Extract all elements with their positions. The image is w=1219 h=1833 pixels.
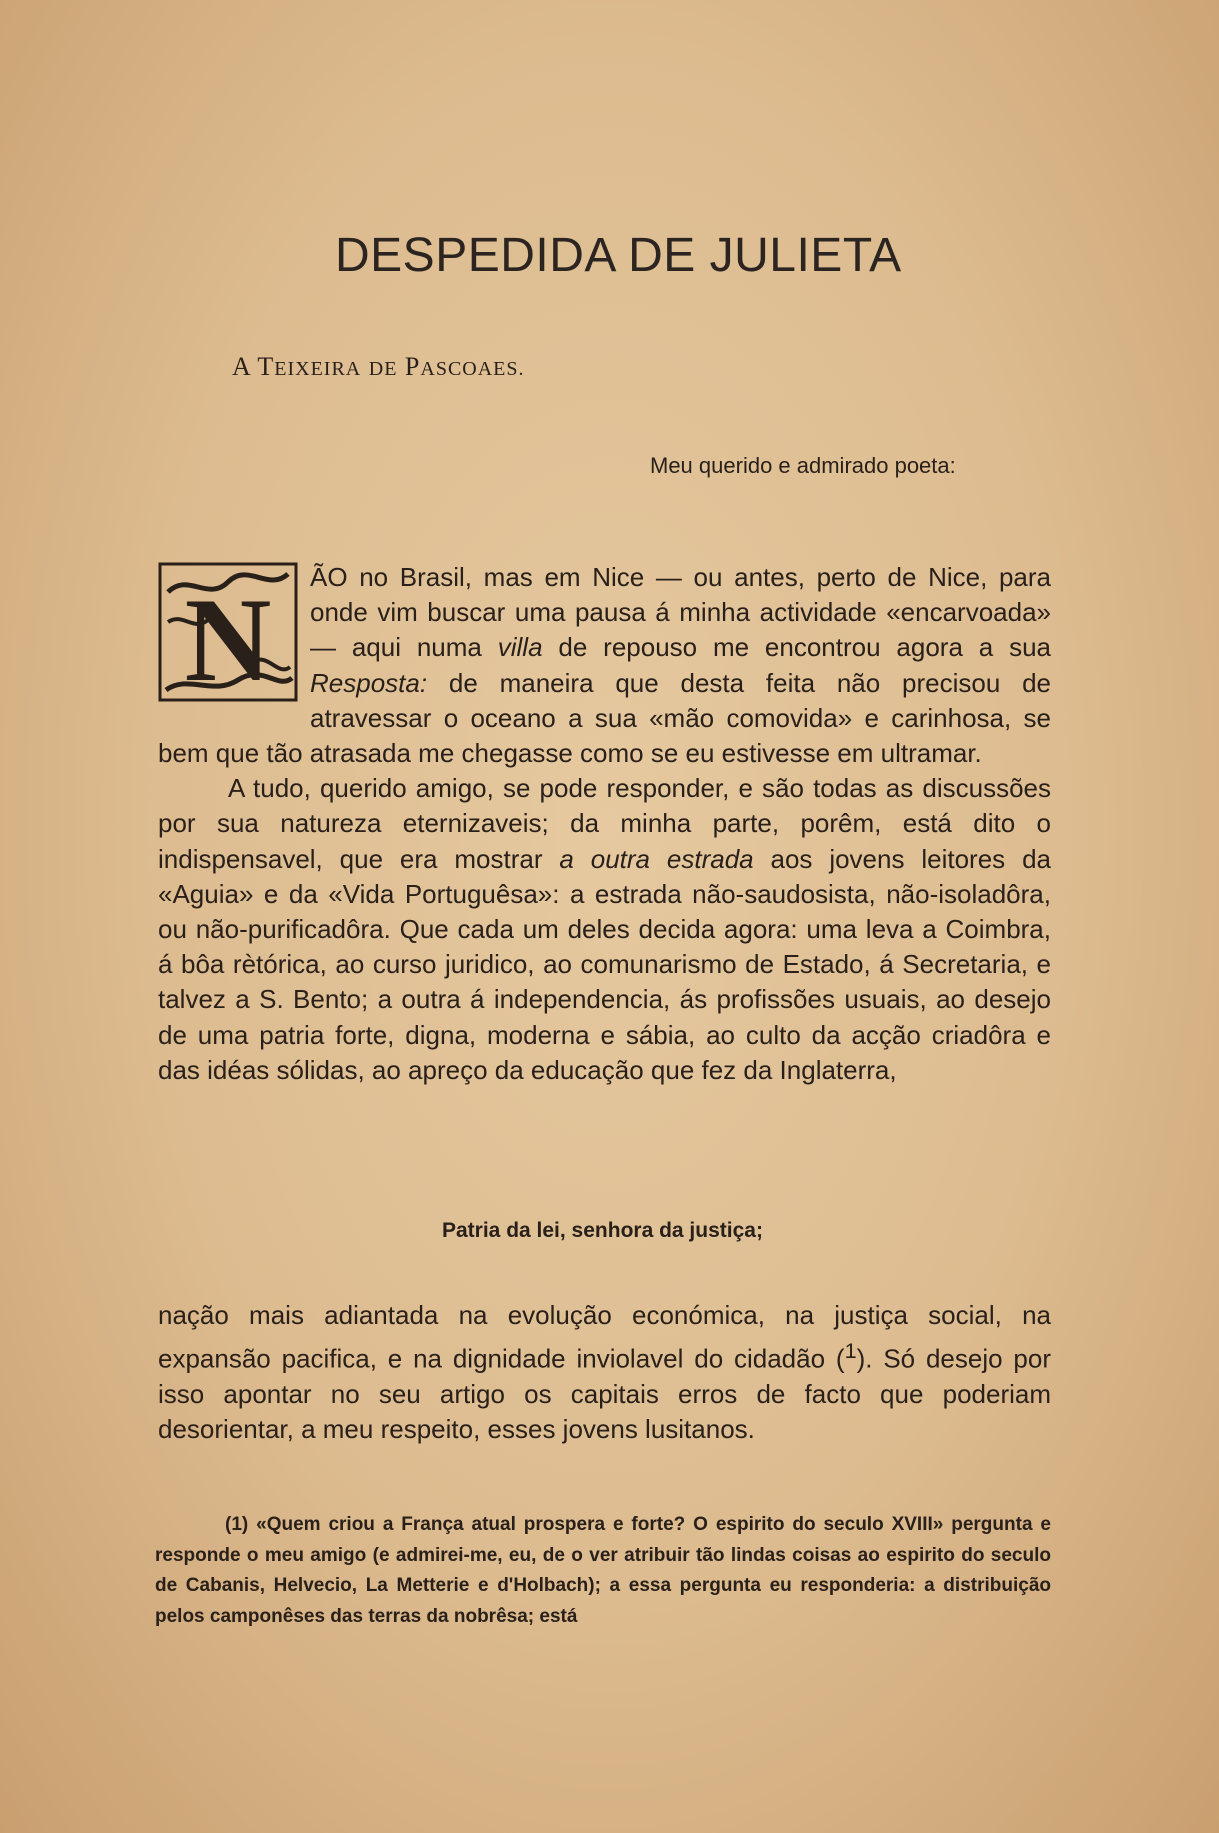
dedication (232, 352, 525, 382)
dedication-name-initial-1: T (257, 352, 275, 381)
salutation: Meu querido e admirado poeta: (650, 453, 956, 478)
footnote-marker: (1) (225, 1514, 249, 1535)
page-title: DESPEDIDA DE JULIETA (335, 229, 902, 282)
paragraph-1 (158, 560, 1051, 1088)
paragraph-1-part-e: de maneira que desta feita não precisou de atravessar o oceano a sua «mão comovida» e carinhosa, se bem que tão atrasada me chegasse como se eu estivesse em ultramar. (158, 667, 1051, 769)
verse-quote: Patria da lei, senhora da justiça; (442, 1219, 763, 1242)
paragraph-2-part-a: A tudo, querido amigo, se pode responder, e são todas as discussões por sua natureza eternizaveis; da minha parte, porêm, está dito o indispensavel, que era mostrar (158, 773, 1051, 874)
paragraph-3-part-a: nação mais adiantada na evolução económica, na justiça social, na expansão pacifica, e na dignidade inviolavel do cidadão ( (158, 1300, 1051, 1374)
footnote-text: «Quem criou a França atual prospera e forte? O espirito do seculo XVIII» pergunta e responde o meu amigo (e admirei-me, eu, de o ver atribuir tão lindas coisas ao espirito do seculo de Cabanis, Helvecio, La Metterie e d'Holbach); a essa pergunta eu responderia: a distribuição pelos camponêses das terras da nobrêsa; está (155, 1514, 1051, 1627)
dedication-name-initial-2: P (404, 352, 421, 381)
paragraph-3 (158, 1298, 1051, 1447)
dropcap-letter: N (184, 573, 272, 702)
paragraph-1-part-a: ÃO no Brasil, mas em Nice — ou antes, perto de Nice, para onde vim buscar uma pausa á minha actividade «encarvoada» — aqui numa (310, 562, 1051, 663)
paragraph-3-part-b: ). Só desejo por isso apontar no seu artigo os capitais erros de facto que poderiam desorientar, a meu respeito, esses jovens lusitanos. (158, 1343, 1051, 1445)
paragraph-2-part-c: aos jovens leitores da «Aguia» e da «Vida Portuguêsa»: a estrada não-saudosista, não-isoladôra, ou não-purificadôra. Que cada um deles decida agora: uma leva a Coimbra, á bôa rètórica, ao curso juridico, ao comunarismo de Estado, á Secretaria, e talvez a S. Bento; a outra á independencia, ás profissões usuais, ao desejo de uma patria forte, digna, moderna e sábia, ao culto da acção criadôra e das idéas sólidas, ao apreço da educação que fez da Inglaterra, (158, 843, 1051, 1085)
footnote (155, 1510, 1051, 1632)
italic-outra-estrada: a outra estrada (559, 843, 754, 874)
italic-villa: villa (497, 632, 543, 663)
italic-resposta: Resposta: (310, 667, 428, 698)
footnote-reference: 1 (844, 1338, 857, 1364)
dedication-prefix: A (232, 352, 251, 381)
dedication-name-rest-1: EIXEIRA (274, 358, 362, 380)
dedication-connector: DE (368, 358, 398, 380)
paragraph-2 (158, 771, 1051, 1088)
ornamental-dropcap (158, 562, 298, 702)
paragraph-1-part-c: de repouso me encontrou agora a sua (542, 632, 1051, 663)
dedication-name-rest-2: ASCOAES. (420, 358, 525, 380)
